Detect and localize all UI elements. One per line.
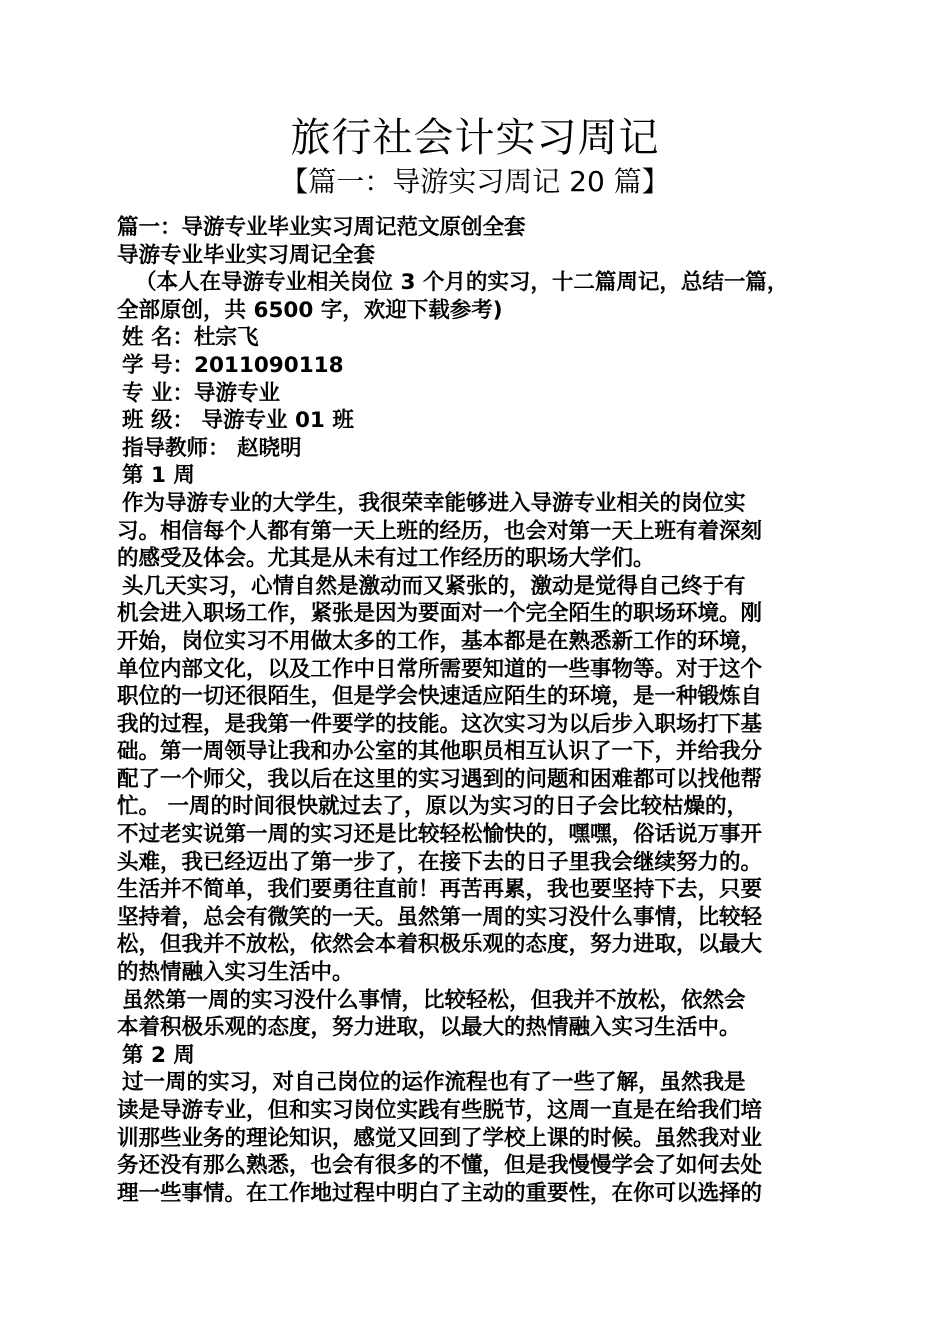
section-subheading: 导游专业毕业实习周记全套	[117, 242, 376, 268]
advisor-field: 指导教师： 赵晓明	[122, 435, 302, 461]
paragraph-line: 的热情融入实习生活中。	[117, 960, 354, 986]
paragraph-line: 作为导游专业的大学生，我很荣幸能够进入导游专业相关的岗位实	[122, 490, 746, 516]
document-subtitle: 【篇一：导游实习周记 20 篇】	[280, 165, 670, 198]
paragraph-line: 读是导游专业，但和实习岗位实践有些脱节，这周一直是在给我们培	[117, 1098, 763, 1123]
paragraph-line: 生活并不简单，我们要勇往直前！再苦再累，我也要坚持下去，只要	[117, 877, 763, 903]
document-title: 旅行社会计实习周记	[290, 115, 660, 161]
paragraph-line: 务还没有那么熟悉，也会有很多的不懂，但是我慢慢学会了如何去处	[117, 1153, 763, 1179]
student-name-field: 姓 名：杜宗飞	[122, 325, 259, 351]
paragraph-line: 习。相信每个人都有第一天上班的经历，也会对第一天上班有着深刻	[117, 518, 763, 544]
major-field: 专 业：导游专业	[122, 380, 280, 406]
student-id-field: 学 号：2011090118	[122, 352, 344, 378]
paragraph-line: 我的过程，是我第一件要学的技能。这次实习为以后步入职场打下基	[117, 711, 763, 737]
paragraph-line: 坚持着，总会有微笑的一天。虽然第一周的实习没什么事情，比较轻	[117, 904, 763, 930]
paragraph-line: 配了一个师父，我以后在这里的实习遇到的问题和困难都可以找他帮	[117, 766, 763, 792]
paragraph-line: 本着积极乐观的态度，努力进取，以最大的热情融入实习生活中。	[117, 1015, 741, 1041]
week-heading: 第 1 周	[122, 463, 195, 489]
paragraph-line: 开始，岗位实习不用做太多的工作，基本都是在熟悉新工作的环境，	[117, 628, 763, 654]
paragraph-line: 的感受及体会。尤其是从未有过工作经历的职场大学们。	[117, 546, 655, 572]
document-body	[117, 214, 837, 1207]
paragraph-line: 不过老实说第一周的实习还是比较轻松愉快的，嘿嘿，俗话说万事开	[117, 822, 763, 848]
intro-note-line: （本人在导游专业相关岗位 3 个月的实习，十二篇周记，总结一篇，	[135, 270, 789, 296]
intro-note-line: 全部原创，共 6500 字，欢迎下载参考)	[117, 297, 503, 323]
section-heading: 篇一：导游专业毕业实习周记范文原创全套	[117, 215, 526, 240]
paragraph-line: 忙。 一周的时间很快就过去了，原以为实习的日子会比较枯燥的，	[117, 794, 748, 820]
class-field: 班 级： 导游专业 01 班	[122, 408, 354, 434]
paragraph-line: 础。第一周领导让我和办公室的其他职员相互认识了一下，并给我分	[117, 739, 763, 765]
paragraph-line: 头几天实习，心情自然是激动而又紧张的，激动是觉得自己终于有	[122, 573, 746, 599]
paragraph-line: 训那些业务的理论知识，感觉又回到了学校上课的时候。虽然我对业	[117, 1125, 763, 1151]
paragraph-line: 过一周的实习，对自己岗位的运作流程也有了一些了解，虽然我是	[122, 1070, 746, 1096]
week-heading: 第 2 周	[122, 1042, 195, 1068]
paragraph-line: 头难，我已经迈出了第一步了，在接下去的日子里我会继续努力的。	[117, 849, 763, 875]
paragraph-line: 职位的一切还很陌生，但是学会快速适应陌生的环境，是一种锻炼自	[117, 684, 763, 710]
paragraph-line: 机会进入职场工作，紧张是因为要面对一个完全陌生的职场环境。刚	[117, 601, 763, 627]
paragraph-line: 理一些事情。在工作地过程中明白了主动的重要性，在你可以选择的	[117, 1180, 763, 1206]
paragraph-line: 虽然第一周的实习没什么事情，比较轻松，但我并不放松，依然会	[122, 987, 746, 1013]
paragraph-line: 单位内部文化，以及工作中日常所需要知道的一些事物等。对于这个	[117, 656, 763, 682]
paragraph-line: 松，但我并不放松，依然会本着积极乐观的态度，努力进取，以最大	[117, 932, 763, 958]
